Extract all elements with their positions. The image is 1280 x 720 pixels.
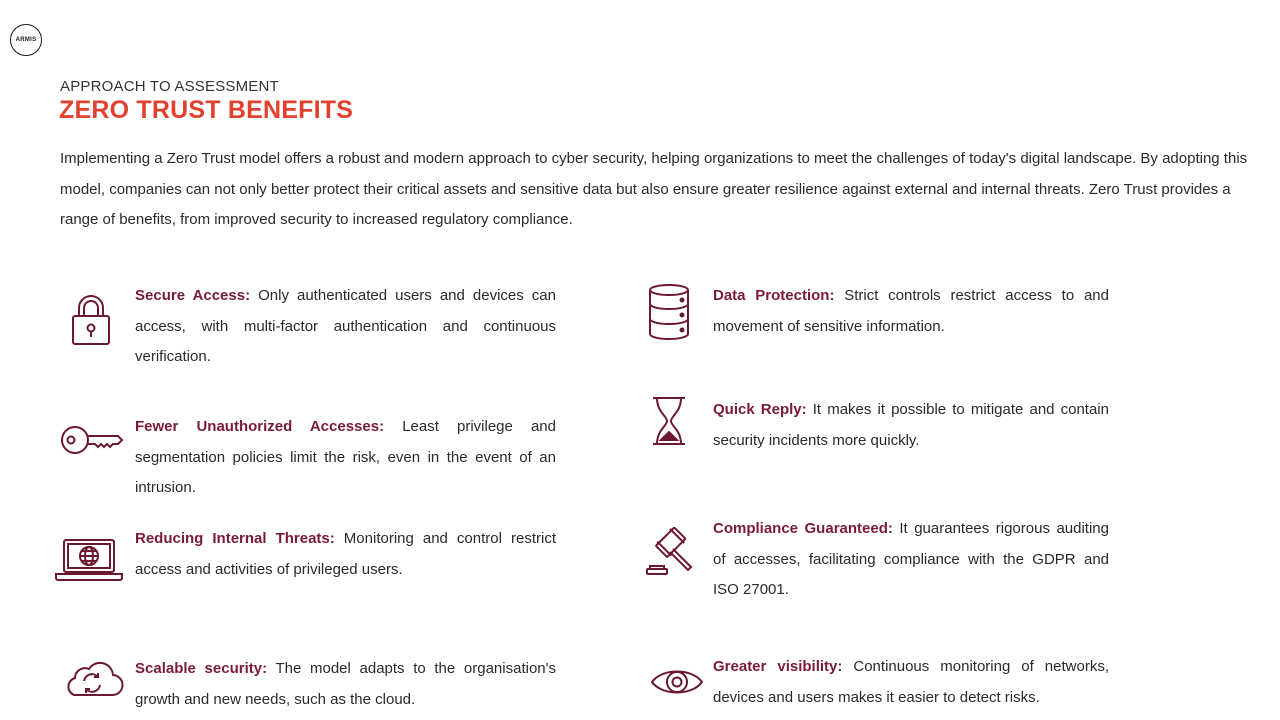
benefit-text: Strict controls restrict access to and movement of sensitive information. xyxy=(713,287,1109,335)
benefit-quick-reply xyxy=(713,395,1109,456)
benefit-secure-access xyxy=(135,281,556,373)
benefit-label: Quick Reply: xyxy=(713,401,807,418)
cloud-sync-icon xyxy=(60,656,124,698)
benefit-text: Monitoring and control restrict access and activities of privileged users. xyxy=(135,530,556,578)
benefit-label: Scalable security: xyxy=(135,660,268,677)
eye-icon xyxy=(650,664,704,700)
benefit-greater-visibility xyxy=(713,652,1109,713)
laptop-globe-icon xyxy=(55,538,123,582)
benefit-text: The model adapts to the organisation's growth and new needs, such as the cloud. xyxy=(135,660,556,708)
benefit-text: It guarantees rigorous auditing of accesses, facilitating compliance with the GDPR and ISO 27001. xyxy=(713,520,1109,598)
benefit-scalable-security xyxy=(135,654,556,715)
hourglass-icon xyxy=(652,396,686,446)
logo-text: ARMIS xyxy=(15,37,37,43)
benefit-text: Only authenticated users and devices can access, with multi-factor authentication and continuous verification. xyxy=(135,287,556,365)
database-icon xyxy=(648,283,690,341)
padlock-icon xyxy=(70,294,112,346)
benefit-compliance-guaranteed xyxy=(713,514,1109,606)
page-title: ZERO TRUST BENEFITS xyxy=(59,96,354,124)
benefit-data-protection xyxy=(713,281,1109,342)
benefit-label: Reducing Internal Threats: xyxy=(135,530,335,547)
armis-logo xyxy=(10,24,42,56)
section-eyebrow: APPROACH TO ASSESSMENT xyxy=(60,78,279,95)
benefit-label: Fewer Unauthorized Accesses: xyxy=(135,418,385,435)
benefit-label: Data Protection: xyxy=(713,287,835,304)
benefit-fewer-unauthorized-accesses xyxy=(135,412,556,504)
key-icon xyxy=(60,424,124,456)
benefit-label: Greater visibility: xyxy=(713,658,843,675)
benefit-label: Secure Access: xyxy=(135,287,251,304)
benefit-label: Compliance Guaranteed: xyxy=(713,520,893,537)
benefit-text: It makes it possible to mitigate and contain security incidents more quickly. xyxy=(713,401,1109,449)
benefit-reducing-internal-threats xyxy=(135,524,556,585)
benefit-text: Continuous monitoring of networks, devices and users makes it easier to detect risks. xyxy=(713,658,1109,706)
gavel-icon xyxy=(645,527,695,577)
intro-paragraph: Implementing a Zero Trust model offers a robust and modern approach to cyber security, helping organizations to meet the challenges of today's digital landscape. By adopting this model, companies can not only better protect their critical assets and sensitive data but also ensure greater resilience against external and internal threats. Zero Trust provides a range of benefits, from improved security to increased regulatory compliance. xyxy=(60,150,1248,228)
benefit-text: Least privilege and segmentation policies limit the risk, even in the event of an intrusion. xyxy=(135,418,556,496)
